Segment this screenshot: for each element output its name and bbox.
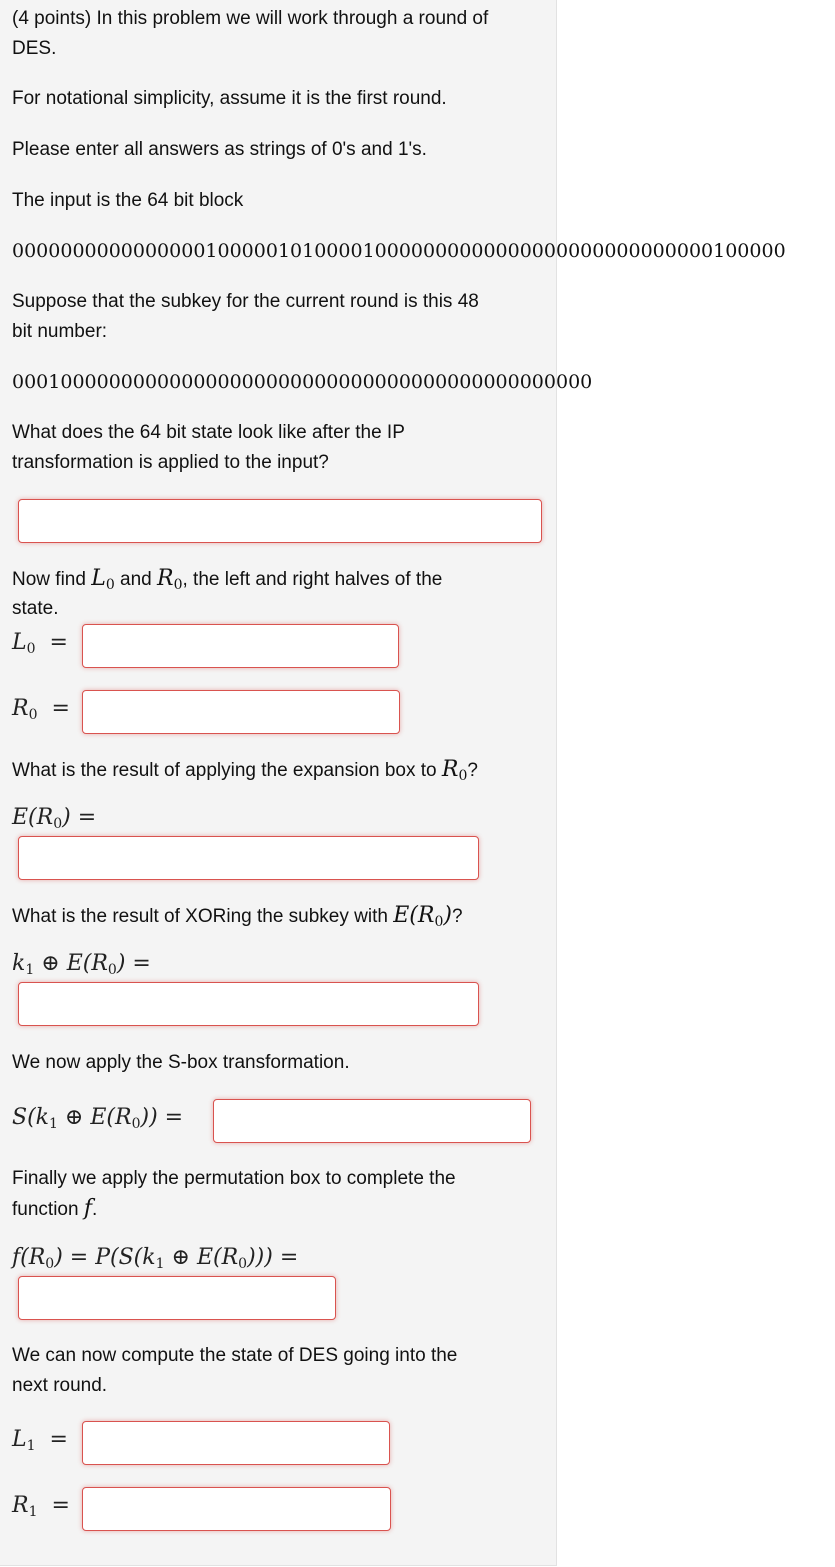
R0-label: $R_0$ = — [12, 696, 70, 723]
next-round-text-cont: next round. — [12, 1375, 108, 1396]
ip-answer-input[interactable] — [18, 499, 542, 543]
pbox-label: $f(R_0) = P(S(k_1$ ⊕ $E(R_0)$)) = — [12, 1245, 299, 1272]
L1-answer-input[interactable] — [82, 1421, 390, 1465]
xor-answer-input[interactable] — [18, 982, 479, 1026]
subkey-label-cont: bit number: — [12, 321, 108, 342]
xor-label: $k_1$ ⊕ $E(R_0)$ = — [12, 951, 151, 978]
input-label: The input is the 64 bit block — [12, 190, 244, 211]
L0-label: $L_0$ = — [12, 630, 68, 657]
pbox-text-cont — [12, 1194, 97, 1225]
halves-post: , the left and right halves of the — [182, 569, 443, 590]
R0-answer-input[interactable] — [82, 690, 400, 734]
expansion-answer-input[interactable] — [18, 836, 479, 880]
R0-symbol: $R_0$ — [441, 757, 468, 784]
input-bits: 0000000000000000100000101000010000000000000000000000000000100000 — [12, 240, 786, 262]
L0-answer-input[interactable] — [82, 624, 399, 668]
xor-question-text: What is the result of XORing the subkey with — [12, 906, 388, 927]
subkey-label: Suppose that the subkey for the current round is this 48 — [12, 291, 479, 312]
halves-mid: and — [120, 569, 152, 590]
notation-text: For notational simplicity, assume it is the first round. — [12, 88, 447, 109]
R1-answer-input[interactable] — [82, 1487, 391, 1531]
pbox-answer-input[interactable] — [18, 1276, 336, 1320]
f-symbol: f — [83, 1196, 92, 1221]
xor-suffix: ? — [451, 906, 463, 927]
format-note: Please enter all answers as strings of 0's and 1's. — [12, 139, 427, 160]
pbox-period: . — [91, 1199, 98, 1220]
sbox-answer-input[interactable] — [213, 1099, 531, 1143]
halves-question-cont: state. — [12, 598, 59, 619]
next-round-text: We can now compute the state of DES going into the — [12, 1345, 458, 1366]
R1-label: $R_1$ = — [12, 1493, 70, 1520]
xor-question — [12, 901, 463, 937]
intro-text: (4 points) In this problem we will work through a round of — [12, 8, 489, 29]
expansion-question — [12, 755, 478, 791]
pbox-text: Finally we apply the permutation box to complete the — [12, 1168, 456, 1189]
ip-question: What does the 64 bit state look like after the IP — [12, 422, 405, 443]
expansion-suffix: ? — [467, 760, 478, 781]
halves-pre: Now find — [12, 569, 86, 590]
expansion-question-text: What is the result of applying the expansion box to — [12, 760, 437, 781]
L1-label: $L_1$ = — [12, 1427, 68, 1454]
L0-symbol: $L_0$ — [91, 566, 115, 593]
intro-text-cont: DES. — [12, 38, 57, 59]
halves-question — [12, 564, 442, 600]
ip-question-cont: transformation is applied to the input? — [12, 452, 329, 473]
ER0-symbol: $E(R_0)$ — [393, 903, 452, 930]
sbox-label: $S(k_1$ ⊕ $E(R_0)$) = — [12, 1105, 184, 1132]
R0-symbol: $R_0$ — [157, 566, 183, 593]
sbox-text: We now apply the S-box transformation. — [12, 1052, 350, 1073]
subkey-bits: 000100000000000000000000000000000000000000000000 — [12, 371, 593, 393]
pbox-function-word: function — [12, 1199, 79, 1220]
expansion-label: $E(R_0)$ = — [12, 805, 97, 832]
